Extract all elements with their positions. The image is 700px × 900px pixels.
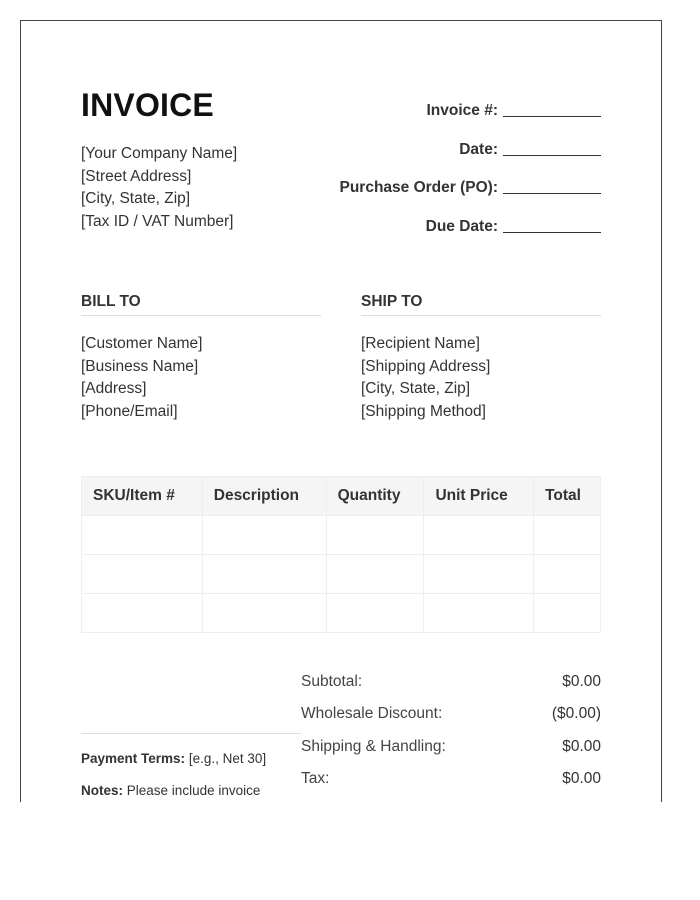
date-field[interactable] (503, 140, 601, 156)
notes-value: Please include invoice (126, 783, 261, 798)
ship-to-city: [City, State, Zip] (361, 380, 471, 397)
table-cell[interactable] (82, 555, 203, 594)
table-cell[interactable] (534, 594, 601, 633)
due-date-field[interactable] (503, 217, 601, 233)
payment-section (81, 733, 301, 798)
table-cell[interactable] (82, 594, 203, 633)
discount-label: Wholesale Discount: (301, 705, 443, 723)
bill-to-business-name: [Business Name] (81, 357, 199, 375)
shipping-value: $0.00 (562, 737, 601, 755)
invoice-page (20, 20, 662, 802)
table-cell[interactable] (424, 594, 534, 633)
po-field[interactable] (503, 178, 601, 194)
column-header-sku: SKU/Item # (82, 477, 203, 516)
company-tax-id: [Tax ID / VAT Number] (81, 212, 234, 230)
column-header-description: Description (202, 477, 326, 516)
subtotal-value: $0.00 (562, 673, 601, 691)
payment-terms-value: [e.g., Net 30] (188, 751, 267, 766)
table-row (82, 594, 601, 633)
payment-terms-label: Payment Terms: (81, 751, 186, 766)
tax-row (301, 763, 601, 795)
discount-row (301, 698, 601, 730)
table-cell[interactable] (424, 516, 534, 555)
ship-to-section (361, 293, 601, 423)
table-cell[interactable] (326, 555, 424, 594)
items-table (81, 476, 601, 633)
ship-to-heading: SHIP TO (361, 293, 601, 316)
tax-label: Tax: (301, 770, 330, 788)
bill-to-heading: BILL TO (81, 293, 321, 316)
discount-value: ($0.00) (551, 705, 601, 723)
bill-to-contact: [Phone/Email] (81, 402, 178, 420)
bill-to-address: [Address] (81, 380, 147, 397)
ship-to-method: [Shipping Method] (361, 402, 486, 420)
bill-to-section (81, 293, 321, 423)
company-city: [City, State, Zip] (81, 190, 191, 207)
due-date-row (301, 197, 601, 236)
invoice-number-label: Invoice #: (426, 102, 498, 119)
company-info (81, 143, 237, 233)
table-cell[interactable] (534, 516, 601, 555)
column-header-quantity: Quantity (326, 477, 424, 516)
table-row (82, 555, 601, 594)
company-name: [Your Company Name] (81, 145, 238, 162)
bill-to-customer-name: [Customer Name] (81, 335, 203, 352)
subtotal-label: Subtotal: (301, 673, 363, 691)
date-row (301, 120, 601, 159)
ship-to-address: [Shipping Address] (361, 357, 491, 375)
po-label: Purchase Order (PO): (339, 179, 498, 196)
tax-value: $0.00 (562, 770, 601, 788)
invoice-number-row (301, 98, 601, 120)
column-header-unit-price: Unit Price (424, 477, 534, 516)
shipping-row (301, 731, 601, 763)
invoice-meta (301, 98, 601, 236)
items-header-row (82, 477, 601, 516)
payment-terms (81, 751, 301, 766)
table-cell[interactable] (82, 516, 203, 555)
subtotal-row (301, 666, 601, 698)
invoice-number-field[interactable] (503, 101, 601, 117)
notes (81, 783, 301, 798)
notes-label: Notes: (81, 783, 124, 798)
table-cell[interactable] (202, 555, 326, 594)
po-row (301, 159, 601, 198)
due-date-label: Due Date: (425, 217, 498, 235)
table-cell[interactable] (202, 594, 326, 633)
table-cell[interactable] (326, 516, 424, 555)
totals-section (301, 666, 601, 795)
shipping-label: Shipping & Handling: (301, 737, 446, 755)
column-header-total: Total (534, 477, 601, 516)
table-row (82, 516, 601, 555)
table-cell[interactable] (202, 516, 326, 555)
table-cell[interactable] (424, 555, 534, 594)
table-cell[interactable] (534, 555, 601, 594)
invoice-title: INVOICE (81, 87, 214, 123)
table-cell[interactable] (326, 594, 424, 633)
company-street: [Street Address] (81, 167, 192, 185)
ship-to-recipient-name: [Recipient Name] (361, 335, 480, 352)
date-label: Date: (459, 140, 498, 158)
